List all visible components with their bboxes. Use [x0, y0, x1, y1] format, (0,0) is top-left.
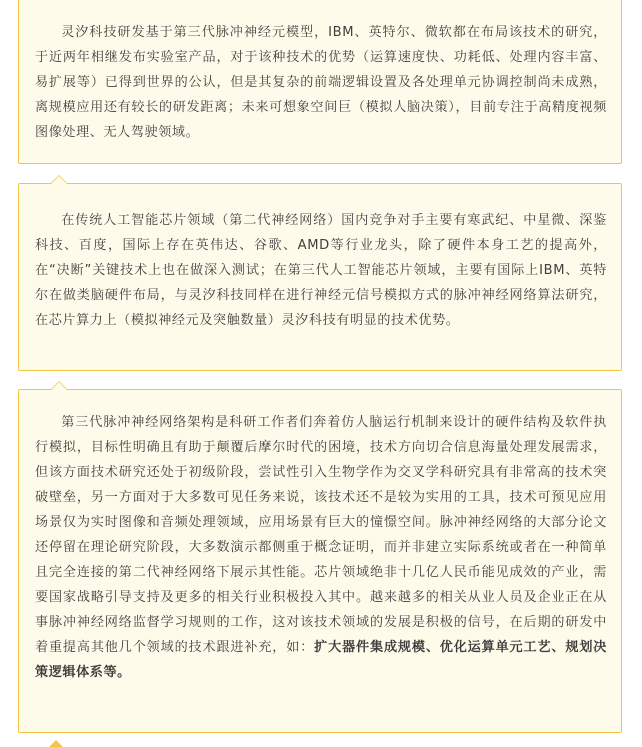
card-2-paragraph: 在传统人工智能芯片领域（第二代神经网络）国内竞争对手主要有寒武纪、中星微、深鉴科技、百度，国际上存在英伟达、谷歌、AMD等行业龙头，除了硬件本身工艺的提高外，在“决断”关键技术上也在做深入测试；在第三代人工智能芯片领域，主要有国际上IBM、英特尔在做类脑硬件布局，与灵汐科技同样在进行神经元信号模拟方式的脉冲神经网络算法研究，在芯片算力上（模拟神经元及突触数量）灵汐科技有明显的技术优势。 [35, 213, 607, 328]
quote-card-1 [18, 0, 622, 164]
card-3-body-text: 第三代脉冲神经网络架构是科研工作者们奔着仿人脑运行机制来设计的硬件结构及软件执行模拟，目标性明确且有助于颠覆后摩尔时代的困境，技术方向切合信息海量处理发展需求，但该方面技术研究还处于初级阶段，尝试性引入生物学作为交叉学科研究具有非常高的技术突破壁垒，另一方面对于大多数可见任务来说，该技术还不是较为实用的工具，技术可预见应用场景仅为实时图像和音频处理领域，应用场景有巨大的憧憬空间。脉冲神经网络的大部分论文还停留在理论研究阶段，大多数演示都侧重于概念证明，而并非建立实际系统或者在一种简单且完全连接的第二代神经网络下展示其性能。芯片领域绝非十几亿人民币能见成效的产业，需要国家战略引导支持及更多的相关行业积极投入其中。越来越多的相关从业人员及企业正在从事脉冲神经网络监督学习规则的工作，这对该技术领域的发展是积极的信号，在后期的研发中着重提高其他几个领域的技术跟进补充，如： [35, 415, 607, 655]
card-1-paragraph: 灵汐科技研发基于第三代脉冲神经元模型，IBM、英特尔、微软都在布局该技术的研究，于近两年相继发布实验室产品，对于该种技术的优势（运算速度快、功耗低、处理内容丰富、易扩展等）已得到世界的公认，但是其复杂的前端逻辑设置及各处理单元协调控制尚未成熟，离规模应用还有较长的研发距离；未来可想象空间巨（模拟人脑决策），目前专注于高精度视频图像处理、无人驾驶领域。 [35, 25, 607, 140]
quote-card-3 [18, 389, 622, 733]
card-pointer-notch [50, 175, 68, 184]
quote-card-2 [18, 183, 622, 371]
next-card-pointer-notch [49, 740, 63, 747]
card-pointer-notch [50, 381, 68, 390]
card-3-paragraph [35, 410, 607, 685]
card-3-bold-conclusion: 扩大器件集成规模、优化运算单元工艺、规划决策逻辑体系等。 [35, 640, 607, 680]
